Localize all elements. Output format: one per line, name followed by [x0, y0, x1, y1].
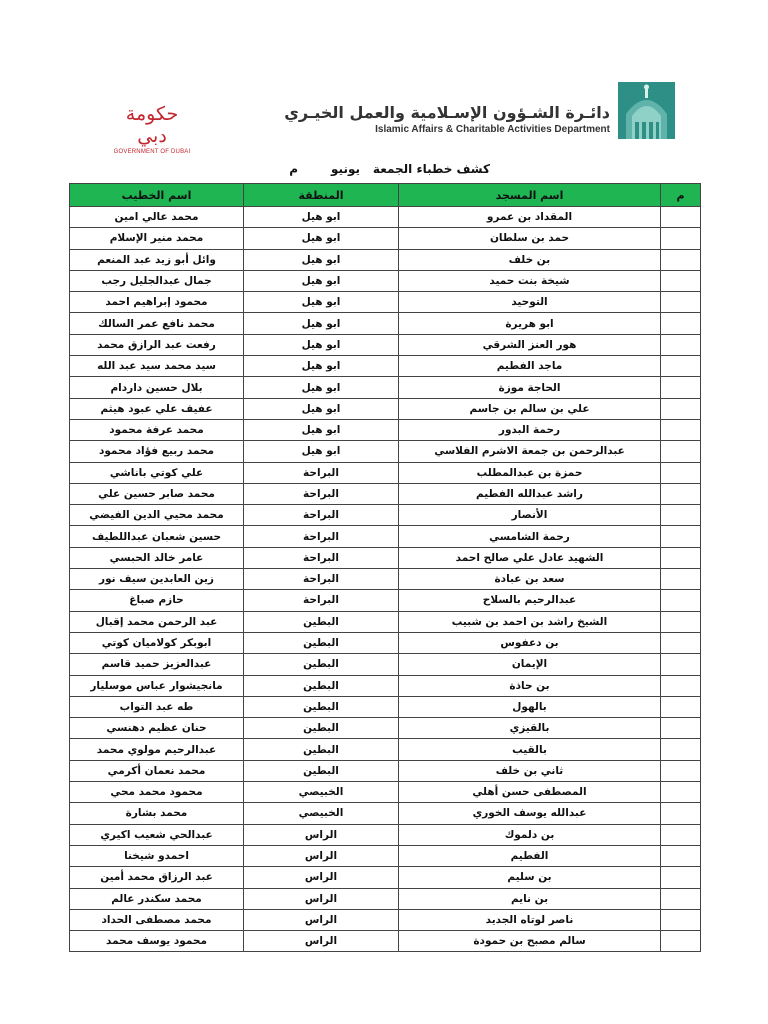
- area-cell: الراس: [244, 867, 399, 888]
- khateeb-cell: زين العابدين سيف نور: [70, 569, 244, 590]
- table-row: [70, 782, 701, 803]
- area-cell: الخبيصي: [244, 782, 399, 803]
- table-row: [70, 845, 701, 866]
- table-row: [70, 739, 701, 760]
- mosque-cell: ناصر لوتاه الجديد: [399, 909, 661, 930]
- area-cell: ابو هيل: [244, 419, 399, 440]
- table-row: [70, 228, 701, 249]
- khateeb-cell: عبد الرحمن محمد إقبال: [70, 611, 244, 632]
- header-mosque: اسم المسجد: [399, 184, 661, 207]
- mosque-cell: التوحيد: [399, 292, 661, 313]
- khateeb-cell: محمد نافع عمر السالك: [70, 313, 244, 334]
- mosque-cell: الأنصار: [399, 505, 661, 526]
- area-cell: ابو هيل: [244, 313, 399, 334]
- area-cell: ابو هيل: [244, 292, 399, 313]
- mosque-cell: الشهيد عادل علي صالح احمد: [399, 547, 661, 568]
- area-cell: البطين: [244, 739, 399, 760]
- table-row: [70, 909, 701, 930]
- khateeb-cell: عفيف علي عبود هيثم: [70, 398, 244, 419]
- mosque-cell: بن سليم: [399, 867, 661, 888]
- table-row: [70, 526, 701, 547]
- area-cell: البراحة: [244, 547, 399, 568]
- khateeb-cell: محمد عالي امين: [70, 207, 244, 228]
- row-number-cell: [661, 334, 701, 355]
- khateeb-cell: محمد نعمان أكرمي: [70, 760, 244, 781]
- row-number-cell: [661, 207, 701, 228]
- khateeb-cell: جمال عبدالجليل رجب: [70, 270, 244, 291]
- khateeb-cell: مانجيشوار عباس موسليار: [70, 675, 244, 696]
- row-number-cell: [661, 526, 701, 547]
- table-row: [70, 547, 701, 568]
- row-number-cell: [661, 590, 701, 611]
- area-cell: البراحة: [244, 526, 399, 547]
- table-row: [70, 803, 701, 824]
- row-number-cell: [661, 419, 701, 440]
- khateeb-cell: وائل أبو زيد عبد المنعم: [70, 249, 244, 270]
- mosque-cell: رحمة البدور: [399, 419, 661, 440]
- mosque-cell: بالقيب: [399, 739, 661, 760]
- table-header-row: [70, 184, 701, 207]
- mosque-cell: بن دعفوس: [399, 632, 661, 653]
- mosque-cell: حمد بن سلطان: [399, 228, 661, 249]
- row-number-cell: [661, 356, 701, 377]
- table-row: [70, 419, 701, 440]
- header-area: المنطقة: [244, 184, 399, 207]
- department-name-arabic: دائـرة الشـؤون الإسـلامية والعمل الخيـري: [284, 103, 610, 122]
- table-row: [70, 356, 701, 377]
- khateeb-cell: عبدالحي شعيب اكيري: [70, 824, 244, 845]
- row-number-cell: [661, 888, 701, 909]
- table-row: [70, 654, 701, 675]
- khateeb-cell: علي كوتي باناشي: [70, 462, 244, 483]
- table-row: [70, 718, 701, 739]
- table-row: [70, 675, 701, 696]
- mosque-cell: علي بن سالم بن جاسم: [399, 398, 661, 419]
- table-row: [70, 441, 701, 462]
- khateeb-cell: محمود يوسف محمد: [70, 931, 244, 952]
- khateeb-cell: سيد محمد سيد عبد الله: [70, 356, 244, 377]
- khateeb-cell: عبدالرحيم مولوي محمد: [70, 739, 244, 760]
- row-number-cell: [661, 483, 701, 504]
- department-dome-logo: [618, 82, 675, 139]
- row-number-cell: [661, 228, 701, 249]
- table-row: [70, 931, 701, 952]
- header-khateeb: اسم الخطيب: [70, 184, 244, 207]
- mosque-cell: بن دلموك: [399, 824, 661, 845]
- row-number-cell: [661, 739, 701, 760]
- area-cell: البراحة: [244, 505, 399, 526]
- area-cell: الراس: [244, 824, 399, 845]
- mosque-cell: عبدالرحمن بن جمعة الاشرم الفلاسي: [399, 441, 661, 462]
- table-row: [70, 760, 701, 781]
- khateeb-cell: عامر خالد الحبسي: [70, 547, 244, 568]
- table-row: [70, 483, 701, 504]
- khateeb-cell: محمد منير الإسلام: [70, 228, 244, 249]
- area-cell: ابو هيل: [244, 249, 399, 270]
- title-text: كشف خطباء الجمعة: [372, 162, 490, 176]
- mosque-cell: سعد بن عبادة: [399, 569, 661, 590]
- row-number-cell: [661, 569, 701, 590]
- khateeb-cell: ابوبكر كولاميان كوتي: [70, 632, 244, 653]
- table-row: [70, 569, 701, 590]
- mosque-cell: حمزة بن عبدالمطلب: [399, 462, 661, 483]
- mosque-cell: الفطيم: [399, 845, 661, 866]
- area-cell: ابو هيل: [244, 334, 399, 355]
- mosque-cell: بالقيزي: [399, 718, 661, 739]
- mosque-cell: شيخة بنت حميد: [399, 270, 661, 291]
- khateeb-cell: محمد مصطفى الحداد: [70, 909, 244, 930]
- table-row: [70, 824, 701, 845]
- row-number-cell: [661, 632, 701, 653]
- mosque-cell: عبدالله يوسف الخوري: [399, 803, 661, 824]
- area-cell: ابو هيل: [244, 377, 399, 398]
- area-cell: البطين: [244, 654, 399, 675]
- dubai-logo-english: GOVERNMENT OF DUBAI: [113, 149, 191, 155]
- row-number-cell: [661, 270, 701, 291]
- table-row: [70, 313, 701, 334]
- title-suffix: م: [289, 162, 298, 176]
- page-header: [0, 0, 768, 160]
- area-cell: البطين: [244, 675, 399, 696]
- row-number-cell: [661, 909, 701, 930]
- row-number-cell: [661, 867, 701, 888]
- mosque-cell: ثاني بن خلف: [399, 760, 661, 781]
- table-row: [70, 292, 701, 313]
- row-number-cell: [661, 249, 701, 270]
- dubai-logo-arabic: حكومة دبي: [125, 103, 179, 147]
- mosque-cell: رحمة الشامسي: [399, 526, 661, 547]
- table-row: [70, 270, 701, 291]
- area-cell: الراس: [244, 909, 399, 930]
- table-row: [70, 632, 701, 653]
- header-number: م: [661, 184, 701, 207]
- khateeb-cell: طه عبد التواب: [70, 696, 244, 717]
- khateeb-cell: محمد ربيع فؤاد محمود: [70, 441, 244, 462]
- mosque-cell: بن حاذة: [399, 675, 661, 696]
- khateeb-cell: بلال حسين داردام: [70, 377, 244, 398]
- khateeb-schedule-table: [69, 183, 701, 952]
- khateeb-cell: محمد سكندر عالم: [70, 888, 244, 909]
- government-of-dubai-logo: [112, 103, 192, 155]
- area-cell: البطين: [244, 718, 399, 739]
- table-row: [70, 377, 701, 398]
- area-cell: البطين: [244, 696, 399, 717]
- table-row: [70, 888, 701, 909]
- table-row: [70, 249, 701, 270]
- area-cell: البراحة: [244, 483, 399, 504]
- area-cell: الخبيصي: [244, 803, 399, 824]
- row-number-cell: [661, 931, 701, 952]
- area-cell: ابو هيل: [244, 207, 399, 228]
- mosque-cell: بن خلف: [399, 249, 661, 270]
- area-cell: ابو هيل: [244, 270, 399, 291]
- area-cell: ابو هيل: [244, 398, 399, 419]
- row-number-cell: [661, 505, 701, 526]
- row-number-cell: [661, 377, 701, 398]
- mosque-cell: سالم مصبح بن حمودة: [399, 931, 661, 952]
- table-row: [70, 398, 701, 419]
- mosque-cell: ابو هريرة: [399, 313, 661, 334]
- mosque-cell: عبدالرحيم بالسلاح: [399, 590, 661, 611]
- khateeb-cell: محمد محيي الدين الفيضي: [70, 505, 244, 526]
- department-name-english: Islamic Affairs & Charitable Activities Department: [375, 124, 610, 135]
- row-number-cell: [661, 824, 701, 845]
- row-number-cell: [661, 292, 701, 313]
- area-cell: البطين: [244, 611, 399, 632]
- khateeb-cell: محمود إبراهيم احمد: [70, 292, 244, 313]
- table-row: [70, 696, 701, 717]
- row-number-cell: [661, 760, 701, 781]
- table-row: [70, 462, 701, 483]
- table-row: [70, 334, 701, 355]
- mosque-cell: الحاجة موزة: [399, 377, 661, 398]
- table-row: [70, 207, 701, 228]
- row-number-cell: [661, 782, 701, 803]
- khateeb-cell: محمد بشارة: [70, 803, 244, 824]
- area-cell: البطين: [244, 760, 399, 781]
- table-body: [70, 207, 701, 952]
- row-number-cell: [661, 654, 701, 675]
- area-cell: ابو هيل: [244, 356, 399, 377]
- table-row: [70, 867, 701, 888]
- row-number-cell: [661, 462, 701, 483]
- table-row: [70, 590, 701, 611]
- area-cell: البراحة: [244, 590, 399, 611]
- khateeb-cell: رفعت عبد الرازق محمد: [70, 334, 244, 355]
- table-row: [70, 611, 701, 632]
- area-cell: ابو هيل: [244, 441, 399, 462]
- area-cell: الراس: [244, 845, 399, 866]
- page-title: [280, 160, 490, 180]
- table-row: [70, 505, 701, 526]
- khateeb-cell: حازم صباغ: [70, 590, 244, 611]
- dome-icon: [618, 82, 675, 139]
- khateeb-cell: محمد صابر حسين علي: [70, 483, 244, 504]
- row-number-cell: [661, 398, 701, 419]
- area-cell: ابو هيل: [244, 228, 399, 249]
- area-cell: البراحة: [244, 462, 399, 483]
- row-number-cell: [661, 696, 701, 717]
- row-number-cell: [661, 803, 701, 824]
- area-cell: الراس: [244, 931, 399, 952]
- area-cell: البطين: [244, 632, 399, 653]
- mosque-cell: بالهول: [399, 696, 661, 717]
- row-number-cell: [661, 675, 701, 696]
- mosque-cell: بن نايم: [399, 888, 661, 909]
- khateeb-cell: محمد عرفة محمود: [70, 419, 244, 440]
- khateeb-cell: عبدالعزيز حميد قاسم: [70, 654, 244, 675]
- department-name: [284, 103, 610, 137]
- mosque-cell: الشيخ راشد بن احمد بن شبيب: [399, 611, 661, 632]
- mosque-cell: المصطفى حسن أهلي: [399, 782, 661, 803]
- row-number-cell: [661, 845, 701, 866]
- mosque-cell: راشد عبدالله الفطيم: [399, 483, 661, 504]
- khateeb-cell: حنان عظيم دهنسي: [70, 718, 244, 739]
- area-cell: البراحة: [244, 569, 399, 590]
- mosque-cell: المقداد بن عمرو: [399, 207, 661, 228]
- row-number-cell: [661, 313, 701, 334]
- khateeb-cell: احمدو شيخنا: [70, 845, 244, 866]
- khateeb-cell: عبد الرزاق محمد أمين: [70, 867, 244, 888]
- khateeb-cell: حسين شعبان عبداللطيف: [70, 526, 244, 547]
- title-month: يونيو: [331, 162, 360, 176]
- row-number-cell: [661, 611, 701, 632]
- mosque-cell: ماجد الفطيم: [399, 356, 661, 377]
- area-cell: الراس: [244, 888, 399, 909]
- mosque-cell: الإيمان: [399, 654, 661, 675]
- row-number-cell: [661, 718, 701, 739]
- mosque-cell: هور العنز الشرقي: [399, 334, 661, 355]
- row-number-cell: [661, 547, 701, 568]
- row-number-cell: [661, 441, 701, 462]
- khateeb-cell: محمود محمد محي: [70, 782, 244, 803]
